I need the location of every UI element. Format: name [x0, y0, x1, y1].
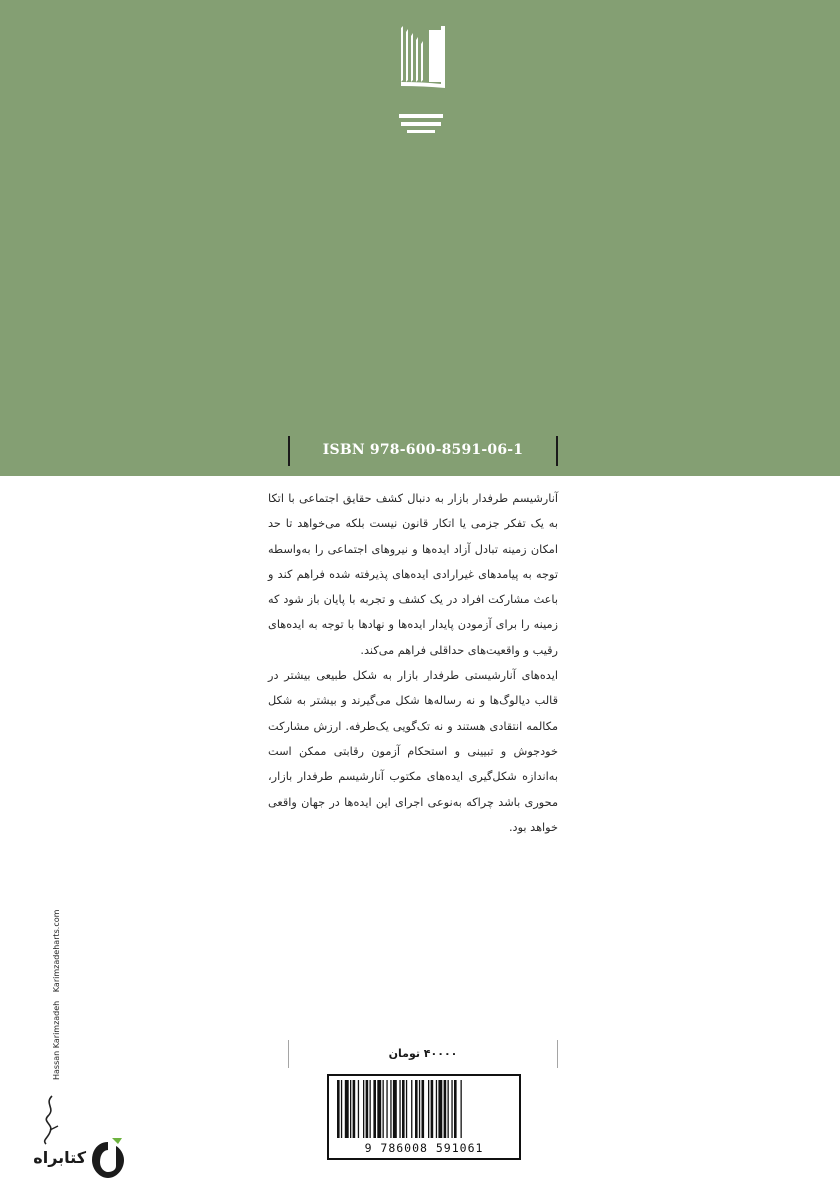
barcode-bar — [373, 1080, 376, 1138]
barcode-bar — [353, 1080, 356, 1138]
price-bar — [288, 1040, 558, 1068]
ketabrah-watermark — [33, 1136, 126, 1184]
ketabrah-logo-icon — [90, 1136, 126, 1180]
barcode-bar — [431, 1080, 434, 1138]
blurb-paragraph-2: ایده‌های آنارشیستی طرفدار بازار به شکل طبیعی بیشتر در قالب دیالوگ‌ها و نه رساله‌ها شکل می‌گیرند و بیشتر به شکل مکالمه انتقادی هستند و نه تک‌گویی یک‌طرفه. ارزش مشارکت خودجوش و تبیینی و استحکام آزمون رقابتی ممکن است به‌اندازه شکل‌گیری ایده‌های مکتوب آنارشیسم طرفدار بازار، محوری باشد چراکه به‌نوعی اجرای این ایده‌ها در جهان واقعی خواهد بود. — [268, 669, 558, 834]
barcode-bar — [419, 1080, 420, 1138]
barcode-bar — [406, 1080, 407, 1138]
cover-top-panel — [0, 0, 840, 476]
barcode-bar — [436, 1080, 437, 1138]
designer-site: Karimzadeharts.com — [52, 909, 61, 993]
barcode-bar — [402, 1080, 405, 1138]
designer-credit — [52, 904, 61, 1080]
isbn-right-rule — [556, 436, 558, 466]
barcode-number: 9 786008 591061 — [364, 1141, 484, 1155]
isbn-bar — [288, 436, 558, 466]
barcode-bar — [383, 1080, 384, 1138]
barcode-bar — [386, 1080, 387, 1138]
barcode-bar — [377, 1080, 381, 1138]
barcode-bar — [411, 1080, 412, 1138]
barcode-bar — [393, 1080, 397, 1138]
barcode-bar — [370, 1080, 371, 1138]
isbn-text: ISBN 978-600-8591-06-1 — [322, 442, 524, 458]
barcode-bar — [350, 1080, 351, 1138]
barcode-bar — [337, 1080, 340, 1138]
barcode-bar — [399, 1080, 400, 1138]
barcode-bar — [428, 1080, 429, 1138]
barcode-bar — [422, 1080, 425, 1138]
barcode-bars — [333, 1080, 515, 1138]
barcode-bar — [390, 1080, 391, 1138]
blurb-paragraph-1: آنارشیسم طرفدار بازار به دنبال کشف حقایق اجتماعی با اتکا به یک تفکر جزمی یا اتکار قانون نیست بلکه می‌خواهد تا حد امکان زمینه تبادل آزاد ایده‌ها و نیروهای اجتماعی را به‌واسطه توجه به پیامدهای غیرارادی ایده‌های پذیرفته شده فراهم کند و باعث مشارکت افراد در یک کشف و تجربه با پایان باز شود که زمینه را برای آزمودن پایدار ایده‌ها و نهادها با توجه به ایده‌های رقیب و واقعیت‌های حداقلی فراهم می‌کند. — [268, 492, 558, 657]
barcode-bar — [345, 1080, 349, 1138]
isbn-barcode — [327, 1074, 521, 1160]
barcode-bar — [448, 1080, 449, 1138]
publisher-book-logo-icon — [393, 22, 449, 140]
barcode-bar — [358, 1080, 359, 1138]
price-label: ۴۰۰۰۰ تومان — [388, 1047, 458, 1060]
back-cover-blurb — [268, 486, 558, 840]
barcode-bar — [438, 1080, 442, 1138]
barcode-bar — [461, 1080, 462, 1138]
barcode-bar — [451, 1080, 452, 1138]
barcode-bar — [415, 1080, 418, 1138]
barcode-bar — [366, 1080, 369, 1138]
barcode-bar — [454, 1080, 457, 1138]
price-right-rule — [557, 1040, 558, 1068]
designer-name: Hassan Karimzadeh — [52, 1000, 61, 1080]
barcode-bar — [444, 1080, 447, 1138]
ketabrah-wordmark: کتابراه — [33, 1148, 86, 1167]
barcode-bar — [341, 1080, 342, 1138]
barcode-bar — [363, 1080, 364, 1138]
